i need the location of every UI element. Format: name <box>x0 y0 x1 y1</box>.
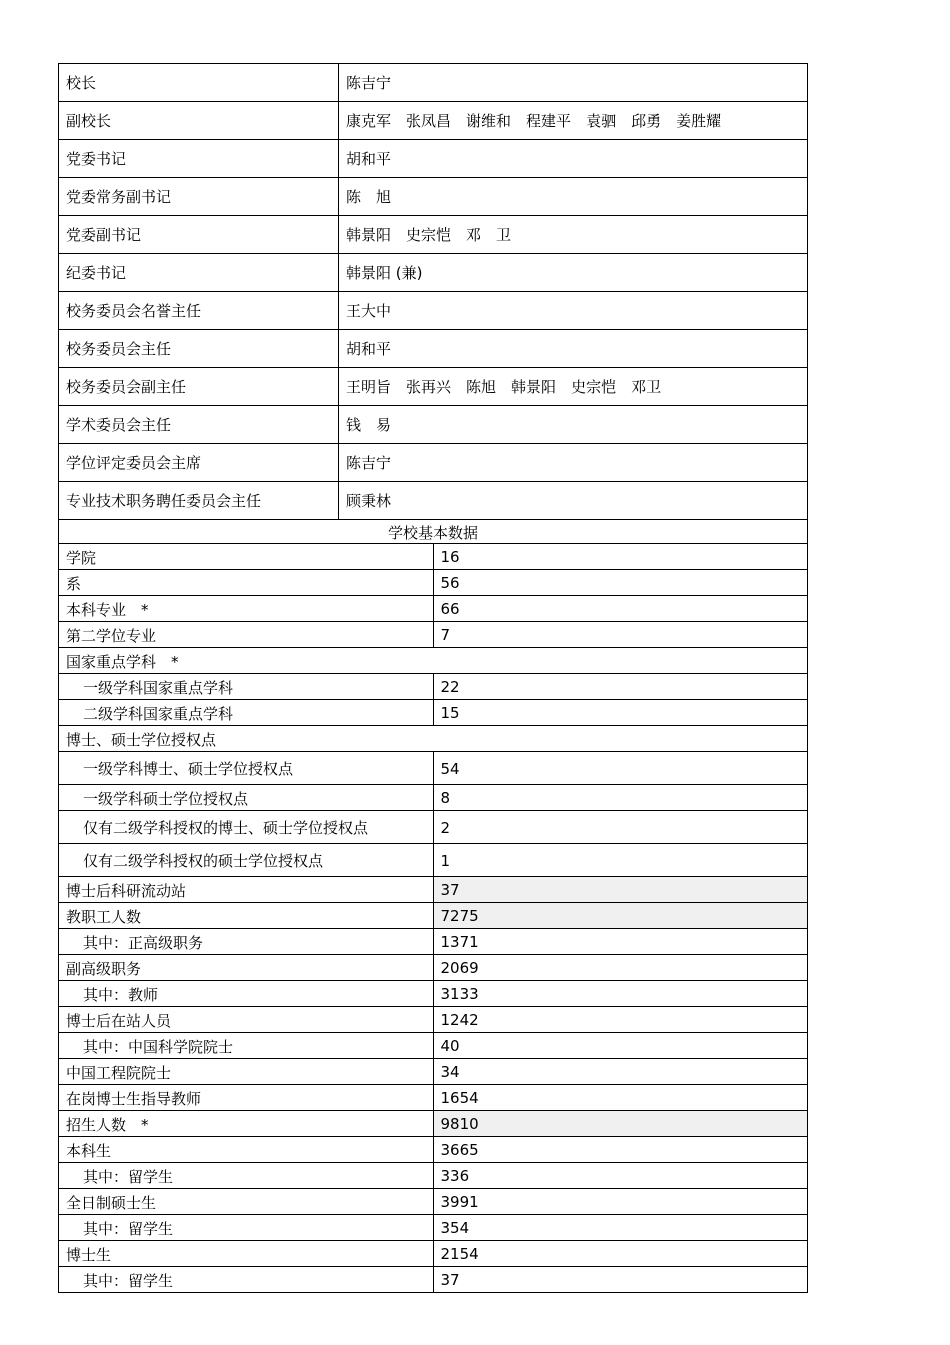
stats-row <box>59 726 808 752</box>
leader-row <box>59 406 808 444</box>
document-page <box>58 63 808 1293</box>
leader-row <box>59 102 808 140</box>
stats-value: 22 <box>433 674 808 700</box>
leader-name: 陈 旭 <box>346 188 392 206</box>
stats-label: 在岗博士生指导教师 <box>59 1085 434 1111</box>
leader-title: 校务委员会主任 <box>59 330 339 368</box>
leader-row <box>59 292 808 330</box>
stats-row <box>59 622 808 648</box>
leader-row <box>59 64 808 102</box>
leader-row <box>59 330 808 368</box>
stats-row <box>59 903 808 929</box>
stats-row <box>59 785 808 811</box>
stats-label: 博士后在站人员 <box>59 1007 434 1033</box>
leader-names <box>339 216 808 254</box>
leader-title: 党委常务副书记 <box>59 178 339 216</box>
leader-title: 校务委员会名誉主任 <box>59 292 339 330</box>
leader-names <box>339 140 808 178</box>
leader-title: 学位评定委员会主席 <box>59 444 339 482</box>
stats-label: 本科生 <box>59 1137 434 1163</box>
leader-names <box>339 444 808 482</box>
leader-name: 韩景阳 <box>346 226 392 244</box>
stats-row <box>59 1267 808 1293</box>
leader-names <box>339 102 808 140</box>
leader-name: 陈旭 <box>466 378 497 396</box>
stats-value: 9810 <box>433 1111 808 1137</box>
leader-title: 专业技术职务聘任委员会主任 <box>59 482 339 520</box>
leader-name: 程建平 <box>526 112 572 130</box>
stats-value: 3665 <box>433 1137 808 1163</box>
stats-label: 中国工程院院士 <box>59 1059 434 1085</box>
stats-row <box>59 1007 808 1033</box>
leader-names <box>339 64 808 102</box>
leader-name: 史宗恺 <box>571 378 617 396</box>
stats-value: 1371 <box>433 929 808 955</box>
stats-value: 1654 <box>433 1085 808 1111</box>
leader-name: 邱勇 <box>631 112 662 130</box>
stats-value: 2154 <box>433 1241 808 1267</box>
basic-data-table <box>58 520 808 1293</box>
stats-label: 博士、硕士学位授权点 <box>59 726 808 752</box>
stats-label: 博士后科研流动站 <box>59 877 434 903</box>
stats-label: 博士生 <box>59 1241 434 1267</box>
leader-row <box>59 216 808 254</box>
stats-label: 其中：正高级职务 <box>59 929 434 955</box>
stats-label: 学院 <box>59 544 434 570</box>
leader-name: 韩景阳 (兼) <box>346 264 423 282</box>
stats-label: 教职工人数 <box>59 903 434 929</box>
leader-name: 王明旨 <box>346 378 392 396</box>
stats-row <box>59 1189 808 1215</box>
stats-row <box>59 1111 808 1137</box>
leader-row <box>59 178 808 216</box>
stats-row <box>59 596 808 622</box>
stats-label: 其中：留学生 <box>59 1267 434 1293</box>
stats-row <box>59 955 808 981</box>
stats-label: 一级学科国家重点学科 <box>59 674 434 700</box>
leader-title: 副校长 <box>59 102 339 140</box>
stats-label: 招生人数 * <box>59 1111 434 1137</box>
leader-row <box>59 444 808 482</box>
stats-row <box>59 1137 808 1163</box>
leader-name: 张凤昌 <box>406 112 452 130</box>
stats-value: 336 <box>433 1163 808 1189</box>
leader-name: 胡和平 <box>346 340 392 358</box>
stats-title-row <box>59 520 808 544</box>
stats-value: 34 <box>433 1059 808 1085</box>
leader-title: 党委书记 <box>59 140 339 178</box>
stats-row <box>59 844 808 877</box>
leader-row <box>59 368 808 406</box>
stats-label: 其中：留学生 <box>59 1163 434 1189</box>
leader-title: 校长 <box>59 64 339 102</box>
stats-value: 1 <box>433 844 808 877</box>
leader-row <box>59 254 808 292</box>
stats-value: 354 <box>433 1215 808 1241</box>
stats-row <box>59 811 808 844</box>
stats-value: 8 <box>433 785 808 811</box>
leader-name: 顾秉林 <box>346 492 392 510</box>
leader-title: 校务委员会副主任 <box>59 368 339 406</box>
stats-value: 7275 <box>433 903 808 929</box>
stats-row <box>59 648 808 674</box>
leader-names <box>339 178 808 216</box>
stats-value: 1242 <box>433 1007 808 1033</box>
stats-label: 其中：教师 <box>59 981 434 1007</box>
stats-title: 学校基本数据 <box>59 520 808 544</box>
stats-label: 仅有二级学科授权的博士、硕士学位授权点 <box>59 811 434 844</box>
leader-name: 陈吉宁 <box>346 454 392 472</box>
stats-value: 3133 <box>433 981 808 1007</box>
stats-label: 一级学科硕士学位授权点 <box>59 785 434 811</box>
stats-value: 37 <box>433 877 808 903</box>
stats-value: 7 <box>433 622 808 648</box>
leader-title: 学术委员会主任 <box>59 406 339 444</box>
leader-name: 张再兴 <box>406 378 452 396</box>
stats-value: 37 <box>433 1267 808 1293</box>
stats-label: 副高级职务 <box>59 955 434 981</box>
stats-label: 其中：留学生 <box>59 1215 434 1241</box>
stats-row <box>59 929 808 955</box>
leader-names <box>339 406 808 444</box>
stats-label: 一级学科博士、硕士学位授权点 <box>59 752 434 785</box>
stats-label: 第二学位专业 <box>59 622 434 648</box>
stats-value: 15 <box>433 700 808 726</box>
stats-label: 国家重点学科 * <box>59 648 808 674</box>
leader-names <box>339 482 808 520</box>
leader-name: 胡和平 <box>346 150 392 168</box>
stats-row <box>59 570 808 596</box>
stats-label: 本科专业 * <box>59 596 434 622</box>
leader-row <box>59 482 808 520</box>
stats-row <box>59 1241 808 1267</box>
stats-row <box>59 1033 808 1059</box>
stats-row <box>59 674 808 700</box>
leader-name: 康克军 <box>346 112 392 130</box>
stats-row <box>59 981 808 1007</box>
leader-name: 王大中 <box>346 302 392 320</box>
stats-label: 全日制硕士生 <box>59 1189 434 1215</box>
stats-row <box>59 752 808 785</box>
stats-row <box>59 544 808 570</box>
stats-value: 66 <box>433 596 808 622</box>
stats-row <box>59 877 808 903</box>
stats-value: 54 <box>433 752 808 785</box>
stats-label: 其中：中国科学院院士 <box>59 1033 434 1059</box>
stats-value: 56 <box>433 570 808 596</box>
stats-value: 16 <box>433 544 808 570</box>
leader-name: 谢维和 <box>466 112 512 130</box>
stats-label: 系 <box>59 570 434 596</box>
leader-row <box>59 140 808 178</box>
leader-names <box>339 292 808 330</box>
leader-name: 钱 易 <box>346 416 392 434</box>
stats-row <box>59 1085 808 1111</box>
stats-row <box>59 1215 808 1241</box>
stats-label: 仅有二级学科授权的硕士学位授权点 <box>59 844 434 877</box>
leader-names <box>339 254 808 292</box>
leader-title: 纪委书记 <box>59 254 339 292</box>
leader-name: 韩景阳 <box>511 378 557 396</box>
stats-row <box>59 1059 808 1085</box>
stats-label: 二级学科国家重点学科 <box>59 700 434 726</box>
leader-names <box>339 330 808 368</box>
stats-value: 2069 <box>433 955 808 981</box>
leader-name: 袁驷 <box>586 112 617 130</box>
leader-name: 陈吉宁 <box>346 74 392 92</box>
stats-value: 40 <box>433 1033 808 1059</box>
stats-row <box>59 700 808 726</box>
leadership-table <box>58 63 808 520</box>
stats-row <box>59 1163 808 1189</box>
leader-title: 党委副书记 <box>59 216 339 254</box>
leader-names <box>339 368 808 406</box>
leader-name: 邓卫 <box>631 378 662 396</box>
leader-name: 姜胜耀 <box>676 112 722 130</box>
leader-name: 邓 卫 <box>466 226 512 244</box>
stats-value: 3991 <box>433 1189 808 1215</box>
stats-value: 2 <box>433 811 808 844</box>
leader-name: 史宗恺 <box>406 226 452 244</box>
